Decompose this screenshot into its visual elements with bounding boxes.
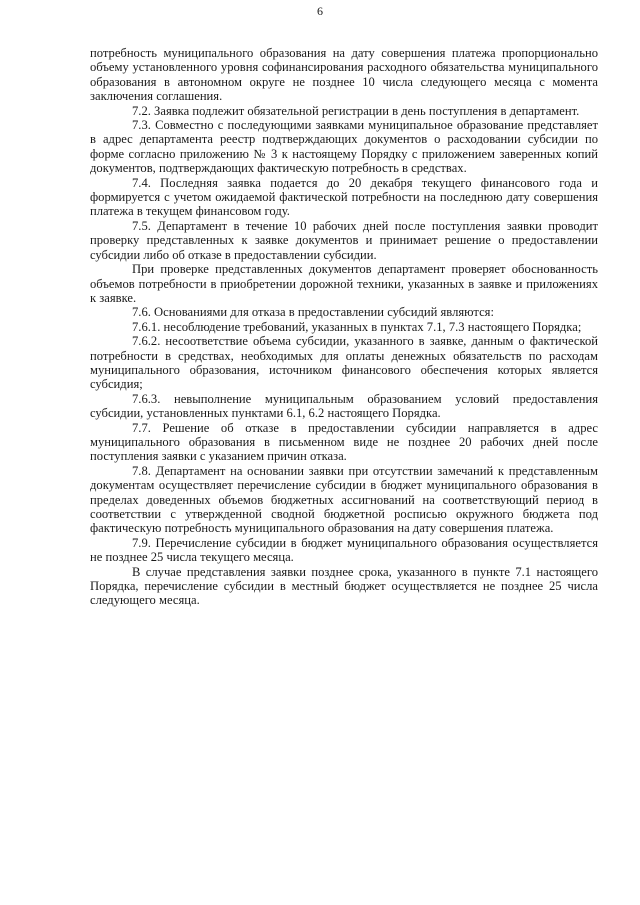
paragraph-7-2: 7.2. Заявка подлежит обязательной регистрации в день поступления в департамент. xyxy=(132,103,580,118)
paragraph-7-9: 7.9. Перечисление субсидии в бюджет муниципального образования осуществляется не позднее 25 числа текущего месяца. xyxy=(90,535,598,565)
paragraph-7-3: 7.3. Совместно с последующими заявками муниципальное образование представляет в адрес департамента реестр подтверждающих документов о расходовании субсидии по форме согласно приложению № 3 к настоящему Порядку с приложением заверенных копий документов, подтверждающих фактическую потребность в средствах. xyxy=(90,118,598,176)
paragraph-document-check: При проверке представленных документов департамент проверяет обоснованность объемов потребности в приобретении дорожной техники, указанных в заявке и приложениях к заявке. xyxy=(90,262,598,305)
paragraph-7-4: 7.4. Последняя заявка подается до 20 декабря текущего финансового года и формируется с учетом ожидаемой фактической потребности на последнюю дату совершения платежа в текущем финансовом году. xyxy=(90,175,598,219)
page-number: 6 xyxy=(317,4,323,18)
paragraph-7-6-1: 7.6.1. несоблюдение требований, указанных в пунктах 7.1, 7.3 настоящего Порядка; xyxy=(132,319,582,334)
paragraph-7-7: 7.7. Решение об отказе в предоставлении субсидии направляется в адрес муниципального образования в письменном виде не позднее 20 рабочих дней после поступления заявки с указанием причин отказа. xyxy=(90,420,598,464)
paragraph-continuation: потребность муниципального образования на дату совершения платежа пропорционально объему установленного уровня софинансирования расходного обязательства муниципального образования в автономном округе не позднее 10 числа следующего месяца с момента заключения соглашения. xyxy=(90,46,598,104)
paragraph-7-8: 7.8. Департамент на основании заявки при отсутствии замечаний к представленным документам осуществляет перечисление субсидии в бюджет муниципального образования в пределах доведенных объемов бюджетных ассигнований на соответствующий период в соответствии с утвержденной сводной бюджетной росписью окружного бюджета под фактическую потребность муниципального образования на дату совершения платежа. xyxy=(90,463,598,536)
paragraph-7-6: 7.6. Основаниями для отказа в предоставлении субсидий являются: xyxy=(132,305,494,320)
paragraph-late-submission: В случае представления заявки позднее срока, указанного в пункте 7.1 настоящего Порядка, перечисление субсидии в местный бюджет осуществляется не позднее 25 числа следующего месяца. xyxy=(90,564,598,608)
paragraph-7-6-3: 7.6.3. невыполнение муниципальным образованием условий предоставления субсидии, установленных пунктами 6.1, 6.2 настоящего Порядка. xyxy=(90,391,598,421)
paragraph-7-5: 7.5. Департамент в течение 10 рабочих дней после поступления заявки проводит проверку представленных к заявке документов и принимает решение о предоставлении субсидии либо об отказе в предоставлении субсидии. xyxy=(90,218,598,262)
document-body xyxy=(90,46,598,608)
paragraph-7-6-2: 7.6.2. несоответствие объема субсидии, указанного в заявке, данным о фактической потребности в средствах, необходимых для оплаты денежных обязательств по расходам муниципального образования, источником финансового обеспечения которых является субсидия; xyxy=(90,334,598,392)
